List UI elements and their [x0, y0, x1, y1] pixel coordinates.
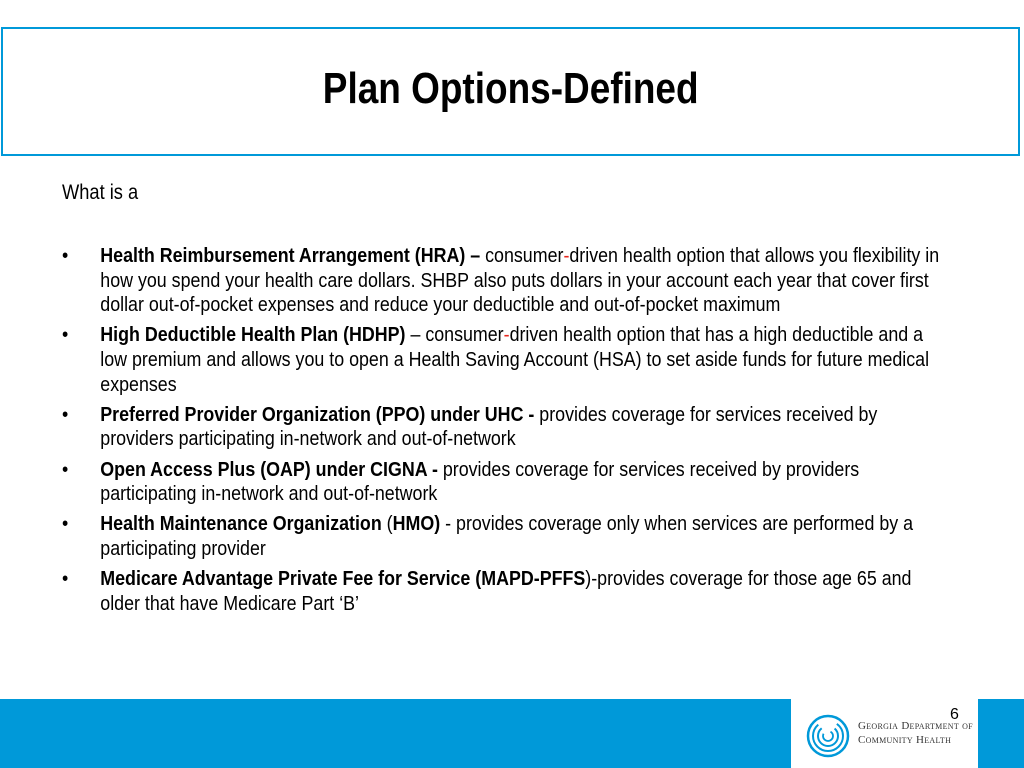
dch-swirl-logo-icon: [806, 714, 850, 758]
item-text: – consumer: [405, 323, 504, 347]
item-text: )-provides coverage for those age 65 and older that have Medicare Part ‘B’: [100, 567, 912, 615]
item-heading-abbrev: HMO): [392, 512, 441, 536]
item-text: provides coverage for services received by providers participating in-network and out-of-network: [100, 402, 878, 451]
item-text: provides coverage for services received by providers participating in-network and out-of-network: [100, 457, 860, 506]
item-red-hyphen: -: [503, 323, 510, 347]
list-item-oap: [62, 458, 941, 507]
bullet-icon: •: [62, 512, 69, 536]
item-text: consumer: [480, 244, 564, 267]
bullet-icon: •: [62, 244, 69, 267]
footer-bar-left: [0, 699, 791, 768]
bullet-list: [62, 244, 941, 622]
list-item-ppo: [62, 403, 941, 452]
page-title: Plan Options-Defined: [322, 63, 699, 113]
bullet-icon: •: [62, 402, 69, 426]
item-heading: Health Maintenance Organization: [100, 512, 382, 536]
item-heading: Health Reimbursement Arrangement (HRA) –: [100, 244, 481, 267]
title-box: [1, 27, 1020, 156]
item-text: driven health option that has a high deductible and a low premium and allows you to open a Health Saving Account (HSA) to set aside funds for future medical expenses: [100, 323, 930, 396]
item-heading: High Deductible Health Plan (HDHP): [100, 323, 406, 347]
bullet-icon: •: [62, 457, 69, 481]
list-item-hdhp: [62, 323, 941, 397]
intro-text: What is a: [62, 181, 139, 204]
logo-line-1: Georgia Department of: [858, 720, 973, 732]
page-number: 6: [950, 706, 959, 723]
item-heading: Medicare Advantage Private Fee for Service (MAPD-PFFS: [100, 567, 586, 591]
bullet-icon: •: [62, 323, 69, 347]
item-heading: Open Access Plus (OAP) under CIGNA -: [100, 457, 438, 481]
list-item-hmo: [62, 512, 941, 561]
logo-line-2: Community Health: [858, 734, 952, 746]
bullet-icon: •: [62, 567, 69, 591]
item-heading: Preferred Provider Organization (PPO) under UHC -: [100, 402, 535, 426]
list-item-mapd: [62, 567, 941, 616]
item-text: (: [381, 512, 393, 536]
list-item-hra: [62, 244, 941, 318]
item-red-hyphen: -: [563, 244, 570, 267]
item-text: - provides coverage only when services are performed by a participating provider: [100, 512, 914, 560]
item-text: driven health option that allows you flexibility in how you spend your health care dollars. SHBP also puts dollars in your account each year that cover first dollar out-of-pocket expenses and reduce your deductible and out-of-pocket maximum: [100, 244, 940, 317]
